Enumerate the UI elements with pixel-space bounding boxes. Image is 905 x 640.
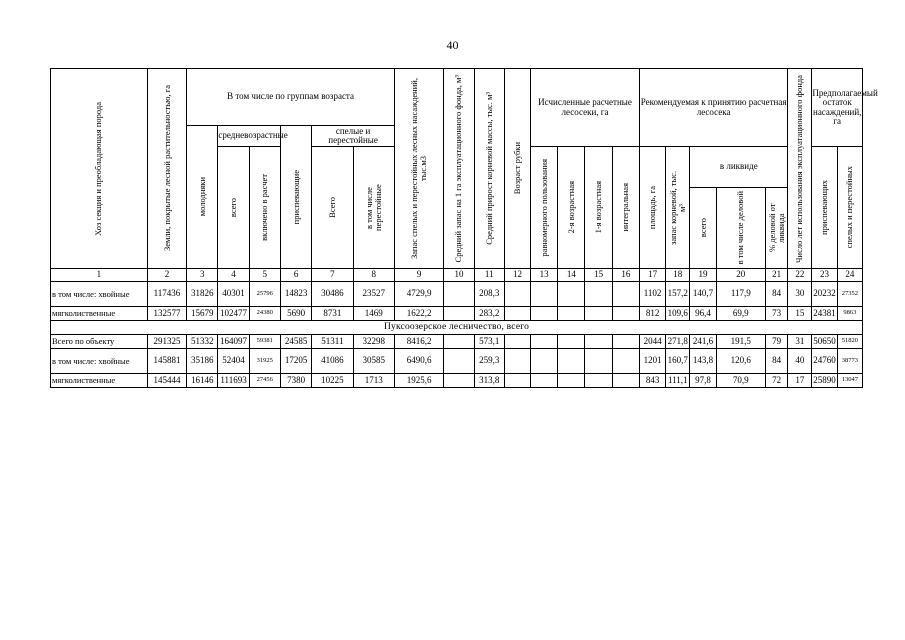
table-cell: 1102 [639, 282, 665, 307]
table-cell: 51820 [837, 335, 862, 349]
hdr-liquid: в ликвиде [690, 147, 788, 188]
forest-calculation-table [50, 68, 878, 388]
table-cell [531, 335, 558, 349]
column-number: 9 [394, 269, 443, 282]
table-cell: 69,9 [716, 307, 765, 321]
table-cell [558, 349, 585, 374]
table-cell: 271,8 [666, 335, 690, 349]
table-cell [444, 282, 474, 307]
hdr-uniform: равномерного пользования [531, 147, 558, 269]
table-cell: 51311 [312, 335, 353, 349]
table-cell: 241,6 [690, 335, 716, 349]
hdr-rem-mature: спелых и перестойных [837, 147, 862, 269]
column-number: 2 [147, 269, 186, 282]
table-cell: 27456 [249, 374, 280, 388]
table-cell: 35186 [187, 349, 218, 374]
column-number: 12 [504, 269, 530, 282]
table-cell: 2044 [639, 335, 665, 349]
table-cell [585, 374, 612, 388]
table-cell: 15 [788, 307, 812, 321]
table-cell: 59381 [249, 335, 280, 349]
table-cell: 40 [788, 349, 812, 374]
table-cell: 8416,2 [394, 335, 443, 349]
table-cell [558, 282, 585, 307]
column-number: 18 [666, 269, 690, 282]
table-cell: 31925 [249, 349, 280, 374]
table-cell: 27352 [837, 282, 862, 307]
row-label: Всего по объекту [51, 335, 148, 349]
page-number: 40 [446, 38, 459, 52]
table-cell [444, 349, 474, 374]
table-cell: 4729,9 [394, 282, 443, 307]
table-cell: 50650 [812, 335, 837, 349]
row-label: мягколиственные [51, 374, 148, 388]
table-cell: 15679 [187, 307, 218, 321]
column-number: 14 [558, 269, 585, 282]
table-cell: 25796 [249, 282, 280, 307]
table-cell: 24760 [812, 349, 837, 374]
table-cell: 313,8 [474, 374, 504, 388]
row-label: в том числе: хвойные [51, 282, 148, 307]
column-number: 17 [639, 269, 665, 282]
table-cell [585, 349, 612, 374]
table-cell: 84 [766, 349, 788, 374]
table-cell: 31 [788, 335, 812, 349]
column-number-row [51, 269, 863, 282]
column-number: 13 [531, 269, 558, 282]
table-cell: 164097 [218, 335, 249, 349]
table-cell: 16146 [187, 374, 218, 388]
column-number: 11 [474, 269, 504, 282]
column-number: 19 [690, 269, 716, 282]
hdr-area: площадь, га [639, 147, 665, 269]
table-cell: 13047 [837, 374, 862, 388]
table-cell: 117436 [147, 282, 186, 307]
column-number: 20 [716, 269, 765, 282]
hdr-liquid-total: всего [690, 188, 716, 269]
column-number: 5 [249, 269, 280, 282]
hdr-middle-total: всего [218, 147, 249, 269]
section-title: Пуксоозерское лесничество, всего [51, 321, 863, 335]
table-cell [612, 335, 639, 349]
table-cell: 30585 [353, 349, 394, 374]
table-cell: 32298 [353, 335, 394, 349]
hdr-mature-total: Всего [312, 147, 353, 269]
table-cell: 145881 [147, 349, 186, 374]
column-number: 8 [353, 269, 394, 282]
hdr-root-stock: запас корневой, тыс. м³ [666, 147, 690, 269]
table-cell: 843 [639, 374, 665, 388]
hdr-second-age: 2-я возрастная [558, 147, 585, 269]
table-cell [612, 307, 639, 321]
table-cell: 51332 [187, 335, 218, 349]
table-cell: 31826 [187, 282, 218, 307]
table-cell [504, 282, 530, 307]
table-cell: 191,5 [716, 335, 765, 349]
hdr-liquid-business: в том числе деловой [716, 188, 765, 269]
table-cell [531, 307, 558, 321]
table-cell [444, 307, 474, 321]
table-row [51, 335, 863, 349]
row-label: в том числе: хвойные [51, 349, 148, 374]
hdr-species: Хоз секция и преобладающая порода [51, 69, 148, 269]
table-cell: 157,2 [666, 282, 690, 307]
table-row [51, 282, 863, 307]
table-cell: 259,3 [474, 349, 504, 374]
table-cell: 10225 [312, 374, 353, 388]
hdr-middle: средневозрастные [218, 126, 281, 147]
column-number: 22 [788, 269, 812, 282]
hdr-avg-stock: Средний запас на 1 га эксплуатационного фонда, м³ [444, 69, 474, 269]
table-cell: 14823 [280, 282, 311, 307]
column-number: 3 [187, 269, 218, 282]
table-cell: 8731 [312, 307, 353, 321]
table-cell [612, 282, 639, 307]
table-cell [504, 374, 530, 388]
table-cell [444, 374, 474, 388]
table-cell: 573,1 [474, 335, 504, 349]
hdr-remainder: Предполагаемый остаток насаждений, га [812, 69, 863, 147]
table-cell: 24380 [249, 307, 280, 321]
table-cell: 1622,2 [394, 307, 443, 321]
table-cell: 9863 [837, 307, 862, 321]
table-cell [531, 282, 558, 307]
hdr-liquid-percent: % деловой от ликвида [766, 188, 788, 269]
hdr-integral: интегральная [612, 147, 639, 269]
table-cell: 23527 [353, 282, 394, 307]
table-cell: 17 [788, 374, 812, 388]
table-cell [612, 374, 639, 388]
table-cell: 30 [788, 282, 812, 307]
hdr-rem-premature: приспевающих [812, 147, 837, 269]
table-cell [585, 335, 612, 349]
table-cell [504, 307, 530, 321]
table-cell [531, 374, 558, 388]
table-cell: 30486 [312, 282, 353, 307]
table-cell: 111693 [218, 374, 249, 388]
hdr-stock: Запас спелых и перестойных лесных насаждений, тыс.м3 [394, 69, 443, 269]
column-number: 7 [312, 269, 353, 282]
table-cell [531, 349, 558, 374]
table-cell: 72 [766, 374, 788, 388]
table-cell: 24585 [280, 335, 311, 349]
column-number: 23 [812, 269, 837, 282]
table-cell: 160,7 [666, 349, 690, 374]
table-cell: 140,7 [690, 282, 716, 307]
table-cell: 97,8 [690, 374, 716, 388]
hdr-cut-age: Возраст рубки [504, 69, 530, 269]
table-cell [504, 349, 530, 374]
hdr-mature: спелые и перестойные [312, 126, 395, 147]
hdr-premature: приспевающие [280, 126, 311, 269]
hdr-calculated: Исчисленные расчетные лесосеки, га [531, 69, 640, 147]
table-cell: 117,9 [716, 282, 765, 307]
table-cell: 109,6 [666, 307, 690, 321]
row-label: мягколиственные [51, 307, 148, 321]
column-number: 6 [280, 269, 311, 282]
table-cell: 25890 [812, 374, 837, 388]
table-cell: 6490,6 [394, 349, 443, 374]
table-cell: 1201 [639, 349, 665, 374]
table-row [51, 349, 863, 374]
hdr-age-groups: В том числе по группам возраста [187, 69, 395, 126]
table-cell: 111,1 [666, 374, 690, 388]
table-cell [558, 307, 585, 321]
table-cell: 145444 [147, 374, 186, 388]
column-number: 10 [444, 269, 474, 282]
table-cell [504, 335, 530, 349]
table-cell: 79 [766, 335, 788, 349]
column-number: 21 [766, 269, 788, 282]
hdr-young: молодняки [187, 126, 218, 269]
table-cell: 132577 [147, 307, 186, 321]
column-number: 1 [51, 269, 148, 282]
hdr-avg-growth: Средний прирост корневой массы, тыс. м³ [474, 69, 504, 269]
table-cell: 20232 [812, 282, 837, 307]
hdr-first-age: 1-я возрастная [585, 147, 612, 269]
hdr-recommended: Рекомендуемая к принятию расчетная лесосека [639, 69, 787, 147]
table-cell [612, 349, 639, 374]
table-row [51, 374, 863, 388]
table-cell: 143,8 [690, 349, 716, 374]
table-cell [585, 307, 612, 321]
table-cell: 1469 [353, 307, 394, 321]
table-cell: 73 [766, 307, 788, 321]
column-number: 4 [218, 269, 249, 282]
table-cell [585, 282, 612, 307]
table-cell: 84 [766, 282, 788, 307]
hdr-years: Число лет использования эксплуатационного фонда [788, 69, 812, 269]
hdr-mature-incl: в том числе перестойные [353, 147, 394, 269]
rows-bottom [51, 335, 863, 388]
table-row [51, 307, 863, 321]
table-cell: 291325 [147, 335, 186, 349]
table-cell: 812 [639, 307, 665, 321]
table-cell [444, 335, 474, 349]
table-cell: 5690 [280, 307, 311, 321]
table-cell: 17205 [280, 349, 311, 374]
table-cell: 41086 [312, 349, 353, 374]
table-cell [558, 335, 585, 349]
table-cell: 208,3 [474, 282, 504, 307]
hdr-middle-incl: включено в расчет [249, 147, 280, 269]
table-cell: 70,9 [716, 374, 765, 388]
table-cell: 283,2 [474, 307, 504, 321]
table-cell: 24381 [812, 307, 837, 321]
table-cell: 52404 [218, 349, 249, 374]
column-number: 16 [612, 269, 639, 282]
table-cell: 102477 [218, 307, 249, 321]
rows-top [51, 282, 863, 321]
column-number: 15 [585, 269, 612, 282]
table-cell: 38773 [837, 349, 862, 374]
table-cell: 120,6 [716, 349, 765, 374]
table-cell: 96,4 [690, 307, 716, 321]
table-cell: 1925,6 [394, 374, 443, 388]
table-cell [558, 374, 585, 388]
column-number: 24 [837, 269, 862, 282]
table-cell: 40301 [218, 282, 249, 307]
table-cell: 7380 [280, 374, 311, 388]
table-cell: 1713 [353, 374, 394, 388]
hdr-forest-area: Земли, покрытые лесной растительностью, га [147, 69, 186, 269]
